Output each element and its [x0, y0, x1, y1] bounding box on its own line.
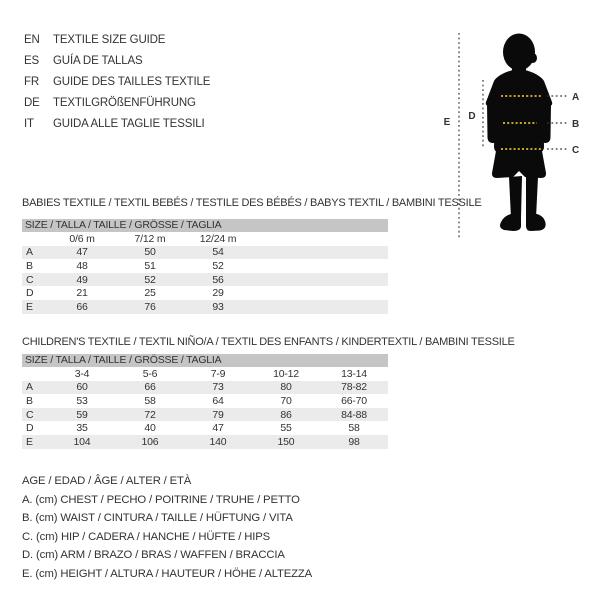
cell-value: 52 — [144, 273, 156, 286]
children-col-5-6: 5-6 — [142, 367, 158, 380]
measure-label-c: C — [572, 145, 580, 156]
cell-value: 84-88 — [341, 408, 367, 421]
cell-value: 21 — [76, 287, 88, 300]
babies-row-d — [22, 286, 388, 300]
cell-value: 86 — [280, 408, 292, 421]
language-code: IT — [24, 118, 34, 130]
babies-row-c — [22, 273, 388, 287]
babies-column-header-row — [22, 232, 388, 246]
legend-arm-line: D. (cm) ARM / BRAZO / BRAS / WAFFEN / BRACCIA — [22, 549, 285, 562]
child-silhouette — [486, 34, 552, 232]
cell-value: 51 — [144, 259, 156, 272]
cell-value: 47 — [212, 422, 224, 435]
cell-value: 150 — [277, 435, 295, 448]
cell-value: 98 — [348, 435, 360, 448]
cell-value: 58 — [348, 422, 360, 435]
language-list — [24, 30, 210, 135]
language-label: GUÍA DE TALLAS — [53, 55, 143, 67]
legend-age-line: AGE / EDAD / ÂGE / ALTER / ETÀ — [22, 475, 192, 487]
babies-row-e — [22, 300, 388, 314]
language-row-it — [24, 114, 210, 135]
cell-value: 55 — [280, 422, 292, 435]
cell-value: 73 — [212, 381, 224, 394]
cell-value: 66-70 — [341, 394, 367, 407]
language-row-fr — [24, 72, 210, 93]
cell-value: 59 — [76, 408, 88, 421]
cell-value: 48 — [76, 259, 88, 272]
cell-value: 76 — [144, 300, 156, 313]
measurement-figure — [435, 25, 595, 245]
measure-label-e: E — [443, 117, 451, 128]
children-col-7-9: 7-9 — [210, 367, 226, 380]
babies-section-title: BABIES TEXTILE / TEXTIL BEBÉS / TESTILE DES BÉBÉS / BABYS TEXTIL / BAMBINI TESSILE — [22, 197, 482, 209]
language-label: GUIDE DES TAILLES TEXTILE — [53, 76, 211, 88]
cell-value: 52 — [212, 259, 224, 272]
measure-label-b: B — [572, 119, 580, 130]
cell-value: 35 — [76, 422, 88, 435]
cell-value: 64 — [212, 394, 224, 407]
row-label: D — [26, 422, 34, 435]
row-label: C — [26, 408, 34, 421]
language-row-de — [24, 93, 210, 114]
babies-col-0-6m: 0/6 m — [69, 232, 95, 245]
cell-value: 29 — [212, 287, 224, 300]
language-code: DE — [24, 97, 40, 109]
cell-value: 56 — [212, 273, 224, 286]
cell-value: 140 — [209, 435, 227, 448]
babies-size-header-bar: SIZE / TALLA / TAILLE / GRÖSSE / TAGLIA — [22, 219, 388, 232]
cell-value: 72 — [144, 408, 156, 421]
legend-chest-line: A. (cm) CHEST / PECHO / POITRINE / TRUHE / PETTO — [22, 493, 300, 506]
measure-label-a: A — [572, 92, 580, 103]
row-label: D — [26, 287, 34, 300]
children-section-title: CHILDREN'S TEXTILE / TEXTIL NIÑO/A / TEXTIL DES ENFANTS / KINDERTEXTIL / BAMBINI TESSILE — [22, 336, 515, 348]
row-label: B — [26, 394, 33, 407]
cell-value: 40 — [144, 422, 156, 435]
cell-value: 49 — [76, 273, 88, 286]
cell-value: 66 — [144, 381, 156, 394]
cell-value: 104 — [73, 435, 91, 448]
cell-value: 106 — [141, 435, 159, 448]
measure-label-d: D — [468, 111, 476, 122]
children-col-13-14: 13-14 — [341, 367, 367, 380]
language-label: TEXTILGRÖßENFÜHRUNG — [53, 97, 196, 109]
cell-value: 80 — [280, 381, 292, 394]
babies-size-table — [22, 219, 388, 314]
language-label: GUIDA ALLE TAGLIE TESSILI — [53, 118, 205, 130]
row-label: E — [26, 300, 33, 313]
cell-value: 53 — [76, 394, 88, 407]
measurement-legend — [22, 472, 312, 584]
language-code: FR — [24, 76, 40, 88]
cell-value: 50 — [144, 246, 156, 259]
legend-hip-line: C. (cm) HIP / CADERA / HANCHE / HÜFTE / HIPS — [22, 530, 271, 543]
language-code: ES — [24, 55, 40, 67]
row-label: E — [26, 435, 33, 448]
legend-height-line: E. (cm) HEIGHT / ALTURA / HAUTEUR / HÖHE / ALTEZZA — [22, 567, 313, 580]
cell-value: 79 — [212, 408, 224, 421]
children-row-a — [22, 381, 388, 395]
row-label: A — [26, 246, 33, 259]
children-row-d — [22, 421, 388, 435]
language-row-es — [24, 51, 210, 72]
cell-value: 60 — [76, 381, 88, 394]
babies-col-12-24m: 12/24 m — [199, 232, 237, 245]
cell-value: 54 — [212, 246, 224, 259]
language-label: TEXTILE SIZE GUIDE — [53, 34, 166, 46]
language-row-en — [24, 30, 210, 51]
row-label: B — [26, 259, 33, 272]
row-label: A — [26, 381, 33, 394]
children-size-header-bar: SIZE / TALLA / TAILLE / GRÖSSE / TAGLIA — [22, 354, 388, 367]
cell-value: 47 — [76, 246, 88, 259]
cell-value: 25 — [144, 287, 156, 300]
cell-value: 66 — [76, 300, 88, 313]
language-code: EN — [24, 34, 40, 46]
children-col-10-12: 10-12 — [273, 367, 299, 380]
children-size-table — [22, 354, 388, 449]
children-row-e — [22, 435, 388, 449]
row-label: C — [26, 273, 34, 286]
legend-waist-line: B. (cm) WAIST / CINTURA / TAILLE / HÜFTUNG / VITA — [22, 512, 293, 525]
children-column-header-row — [22, 367, 388, 381]
children-row-b — [22, 394, 388, 408]
cell-value: 70 — [280, 394, 292, 407]
babies-row-b — [22, 259, 388, 273]
children-col-3-4: 3-4 — [74, 367, 90, 380]
child-silhouette-diagram — [435, 25, 595, 245]
cell-value: 78-82 — [341, 381, 367, 394]
babies-row-a — [22, 246, 388, 260]
cell-value: 93 — [212, 300, 224, 313]
cell-value: 58 — [144, 394, 156, 407]
children-row-c — [22, 408, 388, 422]
babies-col-7-12m: 7/12 m — [134, 232, 166, 245]
